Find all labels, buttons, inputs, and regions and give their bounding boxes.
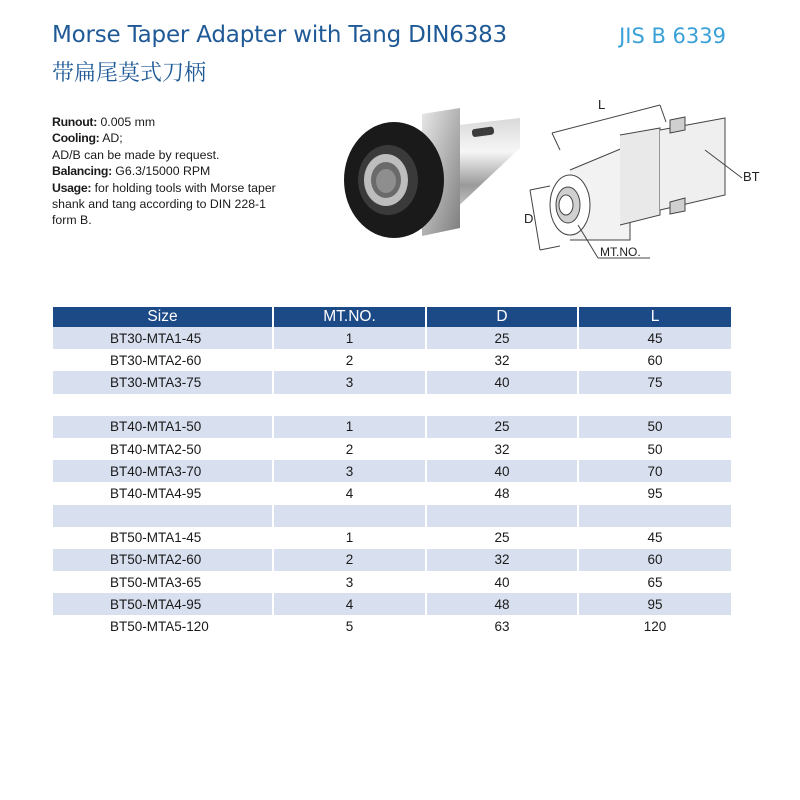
cell-l: 95 <box>578 593 731 615</box>
cell-d <box>426 505 578 527</box>
cell-size: BT40-MTA2-50 <box>53 438 273 460</box>
cell-l: 70 <box>578 460 731 482</box>
dimension-label-bt: BT <box>743 169 760 184</box>
cell-l: 60 <box>578 549 731 571</box>
cell-size: BT50-MTA5-120 <box>53 615 273 637</box>
cell-d: 40 <box>426 571 578 593</box>
cell-mt-no: 4 <box>273 593 426 615</box>
table-row <box>53 394 731 416</box>
cell-mt-no: 4 <box>273 482 426 504</box>
cell-mt-no: 1 <box>273 327 426 349</box>
cell-size: BT30-MTA1-45 <box>53 327 273 349</box>
cell-size: BT50-MTA2-60 <box>53 549 273 571</box>
cell-mt-no: 5 <box>273 615 426 637</box>
cell-size: BT40-MTA1-50 <box>53 416 273 438</box>
cell-size <box>53 505 273 527</box>
page-title: Morse Taper Adapter with Tang DIN6383 <box>52 22 507 48</box>
size-table <box>53 307 731 638</box>
cell-d: 48 <box>426 593 578 615</box>
cell-size: BT40-MTA4-95 <box>53 482 273 504</box>
table-row <box>53 416 731 438</box>
table-row <box>53 527 731 549</box>
cell-d: 32 <box>426 349 578 371</box>
cell-size <box>53 394 273 416</box>
product-photo <box>342 104 522 244</box>
technical-drawing <box>510 90 770 270</box>
cell-l: 45 <box>578 327 731 349</box>
table-row <box>53 371 731 393</box>
cell-d: 40 <box>426 371 578 393</box>
cell-l: 60 <box>647 352 663 368</box>
table-row <box>53 460 731 482</box>
spec-usage: Usage: for holding tools with Morse taper shank and tang according to DIN 228-1 form B. <box>52 180 276 228</box>
table-row <box>53 482 731 504</box>
column-header-l: L <box>578 307 731 327</box>
cell-l: 50 <box>578 416 731 438</box>
cell-size: BT50-MTA1-45 <box>53 527 273 549</box>
cell-d: 32 <box>426 549 578 571</box>
cell-mt-no: 1 <box>273 527 426 549</box>
table-row <box>53 615 731 637</box>
table-row <box>53 327 731 349</box>
cell-mt-no: 3 <box>273 460 426 482</box>
table-row <box>53 349 731 371</box>
cell-d: 25 <box>426 416 578 438</box>
cell-d <box>426 394 578 416</box>
table-row <box>53 549 731 571</box>
cell-l <box>578 505 731 527</box>
cell-size: BT30-MTA3-75 <box>53 371 273 393</box>
cell-l: 65 <box>647 574 663 590</box>
table-row <box>53 593 731 615</box>
column-header-mt-no: MT.NO. <box>273 307 426 327</box>
cell-l <box>578 394 731 416</box>
dimension-label-d: D <box>524 211 534 226</box>
cell-l: 120 <box>643 619 667 635</box>
cell-mt-no: 3 <box>273 371 426 393</box>
cell-size: BT30-MTA2-60 <box>53 349 273 371</box>
cell-d: 63 <box>426 615 578 637</box>
cell-d: 32 <box>426 438 578 460</box>
spec-list <box>52 114 287 229</box>
table-row <box>53 571 731 593</box>
cell-d: 40 <box>426 460 578 482</box>
spec-balancing: Balancing: G6.3/15000 RPM <box>52 164 211 179</box>
cell-l: 45 <box>647 530 663 546</box>
spec-runout: Runout: 0.005 mm <box>52 115 156 129</box>
cell-mt-no <box>273 505 426 527</box>
cell-size: BT40-MTA3-70 <box>53 460 273 482</box>
column-header-d: D <box>426 307 578 327</box>
column-header-size: Size <box>53 307 273 327</box>
dimension-label-mt: MT.NO. <box>600 245 641 259</box>
table-row <box>53 505 731 527</box>
dimension-label-l: L <box>598 97 606 112</box>
cell-mt-no: 3 <box>273 571 426 593</box>
spec-cooling-note: AD/B can be made by request. <box>52 147 220 162</box>
cell-mt-no: 2 <box>273 349 426 371</box>
cell-mt-no <box>273 394 426 416</box>
cell-size: BT50-MTA3-65 <box>53 571 273 593</box>
cell-size: BT50-MTA4-95 <box>53 593 273 615</box>
cell-d: 25 <box>426 527 578 549</box>
cell-d: 25 <box>426 327 578 349</box>
cell-l: 50 <box>647 441 663 457</box>
cell-d: 48 <box>426 482 578 504</box>
table-row <box>53 438 731 460</box>
standard-code: JIS B 6339 <box>619 24 726 48</box>
cell-l: 95 <box>647 485 663 501</box>
page-subtitle-chinese: 带扁尾莫式刀柄 <box>52 61 207 86</box>
cell-mt-no: 2 <box>273 549 426 571</box>
table-body <box>53 327 731 638</box>
cell-mt-no: 2 <box>273 438 426 460</box>
spec-cooling: Cooling: AD; <box>52 131 123 146</box>
table-header-row <box>53 307 731 327</box>
cell-mt-no: 1 <box>273 416 426 438</box>
cell-l: 75 <box>578 371 731 393</box>
